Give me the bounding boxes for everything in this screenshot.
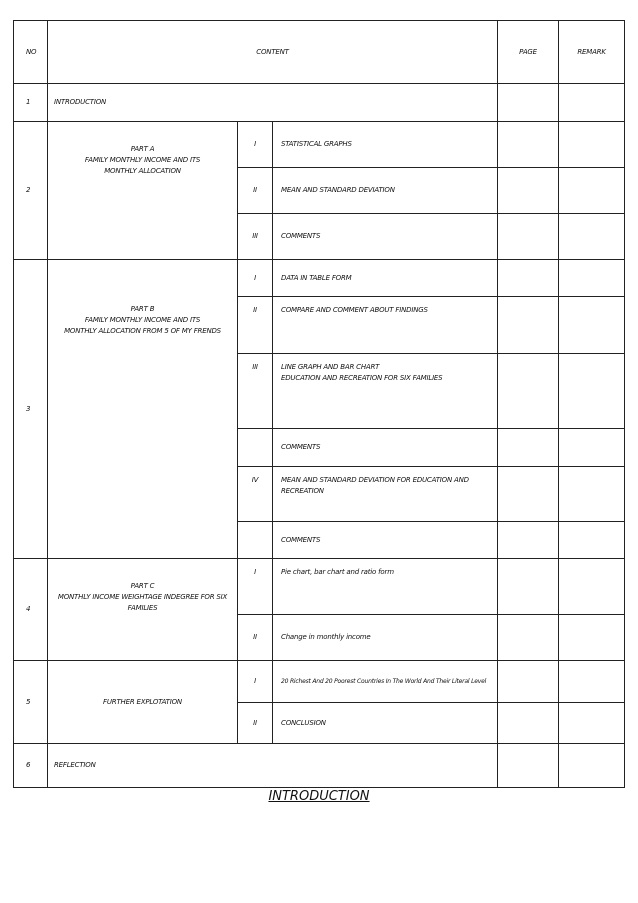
table-row [14, 661, 625, 703]
item-number: III [238, 354, 273, 429]
part-line: FAMILY MONTHLY INCOME AND ITS [84, 316, 201, 324]
page-cell [498, 168, 559, 214]
page-cell [498, 615, 559, 661]
item-number: I [238, 559, 273, 615]
contents-table [13, 20, 625, 788]
item-text: EDUCATION AND RECREATION FOR SIX FAMILIES [281, 374, 443, 382]
item-number: II [238, 615, 273, 661]
item-text: MEAN AND STANDARD DEVIATION FOR EDUCATION AND [281, 476, 469, 484]
row-number: 1 [14, 84, 48, 122]
row-number: 5 [14, 661, 48, 744]
item-number: IV [238, 467, 273, 522]
page-cell [498, 703, 559, 744]
part-label: PART A [130, 145, 155, 153]
page-cell [498, 744, 559, 788]
page-cell [498, 429, 559, 467]
row-number: 6 [14, 744, 48, 788]
part-label: PART C [130, 582, 155, 590]
row-title: REFLECTION [48, 744, 498, 788]
page-cell [498, 260, 559, 297]
table-row [14, 260, 625, 297]
item-number: II [238, 168, 273, 214]
item-text-multiline [273, 354, 498, 429]
item-text: Pie chart, bar chart and ratio form [273, 559, 498, 615]
remark-cell [559, 260, 625, 297]
item-text: CONCLUSION [273, 703, 498, 744]
remark-cell [559, 122, 625, 168]
part-line: MONTHLY INCOME WEIGHTAGE INDEGREE FOR SIX [57, 593, 228, 601]
item-text: COMMENTS [273, 522, 498, 559]
remark-cell [559, 615, 625, 661]
table-row [14, 122, 625, 168]
table-row [14, 559, 625, 615]
table-row [14, 84, 625, 122]
page-cell [498, 522, 559, 559]
remark-cell [559, 661, 625, 703]
row-title: FURTHER EXPLOTATION [48, 661, 238, 744]
part-b-description [48, 260, 238, 559]
item-text: DATA IN TABLE FORM [273, 260, 498, 297]
item-number: III [238, 214, 273, 260]
remark-cell [559, 467, 625, 522]
header-no: NO [14, 21, 48, 84]
row-title: INTRODUCTION [48, 84, 498, 122]
item-text: COMMENTS [273, 429, 498, 467]
item-number [238, 522, 273, 559]
part-a-description [48, 122, 238, 260]
remark-cell [559, 214, 625, 260]
header-page: PAGE [498, 21, 559, 84]
item-text: Change in monthly income [273, 615, 498, 661]
remark-cell [559, 559, 625, 615]
item-text: MEAN AND STANDARD DEVIATION [273, 168, 498, 214]
page-cell [498, 122, 559, 168]
item-text: LINE GRAPH AND BAR CHART [281, 363, 380, 371]
row-number: 3 [14, 260, 48, 559]
page-cell [498, 467, 559, 522]
table-header-row [14, 21, 625, 84]
item-number: I [238, 260, 273, 297]
item-text: COMMENTS [273, 214, 498, 260]
header-remark: REMARK [559, 21, 625, 84]
page-cell [498, 297, 559, 354]
remark-cell [559, 429, 625, 467]
row-number: 4 [14, 559, 48, 661]
page-cell [498, 559, 559, 615]
table-row [14, 744, 625, 788]
row-number: 2 [14, 122, 48, 260]
item-number: I [238, 661, 273, 703]
section-heading: INTRODUCTION [268, 789, 370, 804]
remark-cell [559, 744, 625, 788]
item-text-multiline [273, 467, 498, 522]
remark-cell [559, 703, 625, 744]
part-label: PART B [130, 305, 155, 313]
page-cell [498, 661, 559, 703]
item-text: RECREATION [281, 487, 324, 495]
page-cell [498, 214, 559, 260]
item-number: I [238, 122, 273, 168]
part-line: MONTHLY ALLOCATION [104, 167, 181, 175]
item-text: STATISTICAL GRAPHS [273, 122, 498, 168]
remark-cell [559, 354, 625, 429]
remark-cell [559, 168, 625, 214]
header-content: CONTENT [48, 21, 498, 84]
page-cell [498, 84, 559, 122]
part-line: MONTHLY ALLOCATION FROM 5 OF MY FRENDS [64, 327, 221, 335]
part-line: FAMILIES [127, 604, 158, 612]
part-line: FAMILY MONTHLY INCOME AND ITS [84, 156, 201, 164]
item-number [238, 429, 273, 467]
remark-cell [559, 84, 625, 122]
part-c-description [48, 559, 238, 661]
remark-cell [559, 297, 625, 354]
remark-cell [559, 522, 625, 559]
item-number: II [238, 297, 273, 354]
item-text: COMPARE AND COMMENT ABOUT FINDINGS [273, 297, 498, 354]
page-cell [498, 354, 559, 429]
item-text: 20 Richest And 20 Poorest Countries In The World And Their Literal Level [273, 661, 498, 703]
item-number: II [238, 703, 273, 744]
